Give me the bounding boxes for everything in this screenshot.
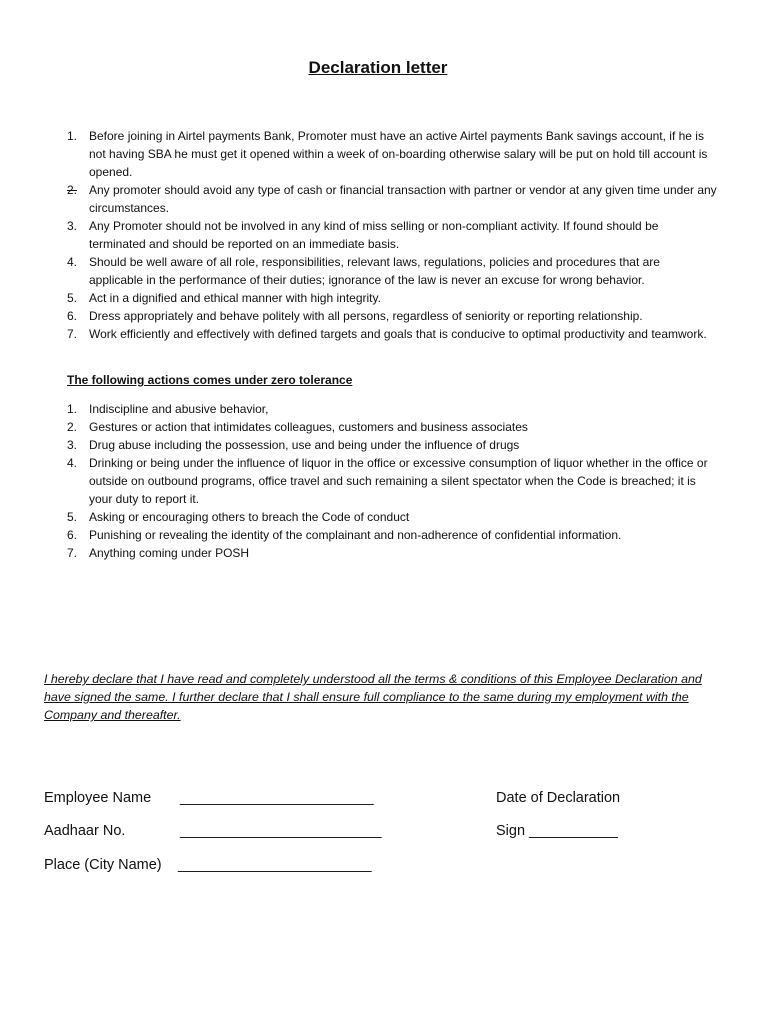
item-number: 5.	[67, 291, 78, 305]
item-number: 4.	[67, 255, 78, 269]
item-number: 5.	[67, 510, 78, 524]
list-item	[67, 127, 717, 181]
list-item	[67, 454, 717, 508]
list-item	[67, 181, 717, 217]
item-number: 3.	[67, 219, 78, 233]
item-text: Punishing or revealing the identity of the complainant and non-adherence of confidential information.	[89, 528, 622, 542]
item-number: 2.	[67, 183, 78, 197]
item-text: Indiscipline and abusive behavior,	[89, 402, 269, 416]
item-text: Asking or encouraging others to breach the Code of conduct	[89, 510, 410, 524]
employee-name-label: Employee Name	[44, 790, 152, 806]
item-number: 7.	[67, 546, 78, 560]
zero-tolerance-list	[67, 400, 717, 562]
item-number: 6.	[67, 528, 78, 542]
item-text: Drinking or being under the influence of liquor in the office or excessive consumption of liquor whether in the office or outside on outbound programs, office travel and such remaining a silent spectator when the Code is breached; it is your duty to report it.	[89, 456, 708, 506]
item-text: Any Promoter should not be involved in any kind of miss selling or non-compliant activity. If found should be terminated and should be reported on an immediate basis.	[89, 219, 659, 251]
item-text: Anything coming under POSH	[89, 546, 250, 560]
list-item	[67, 217, 717, 253]
zero-tolerance-heading: The following actions comes under zero tolerance	[67, 373, 353, 387]
page-title: Declaration letter	[308, 58, 448, 77]
item-number: 6.	[67, 309, 78, 323]
list-item	[67, 289, 717, 307]
declaration-statement: I hereby declare that I have read and completely understood all the terms & conditions of this Employee Declaration and have signed the same. I further declare that I shall ensure full compliance to the same during my employment with the Company and thereafter.	[44, 672, 702, 722]
list-item	[67, 325, 717, 343]
item-text: Should be well aware of all role, responsibilities, relevant laws, regulations, policies and procedures that are applicable in the performance of their duties; ignorance of the law is never an excuse for wrong behavior.	[89, 255, 660, 287]
employee-name-field[interactable]: ________________________	[180, 790, 374, 806]
date-of-declaration-label: Date of Declaration	[496, 790, 621, 806]
list-item	[67, 307, 717, 325]
list-item	[67, 400, 717, 418]
list-item	[67, 508, 717, 526]
item-text: Gestures or action that intimidates colleagues, customers and business associates	[89, 420, 528, 434]
list-item	[67, 418, 717, 436]
sign-field[interactable]: Sign ___________	[496, 823, 618, 839]
place-field[interactable]: ________________________	[178, 857, 372, 873]
item-number: 2.	[67, 420, 78, 434]
place-label: Place (City Name)	[44, 857, 162, 873]
list-item	[67, 436, 717, 454]
aadhaar-label: Aadhaar No.	[44, 823, 126, 839]
item-text: Work efficiently and effectively with defined targets and goals that is conducive to optimal productivity and teamwork.	[89, 327, 707, 341]
item-text: Act in a dignified and ethical manner with high integrity.	[89, 291, 381, 305]
list-item	[67, 526, 717, 544]
item-number: 3.	[67, 438, 78, 452]
item-number: 1.	[67, 129, 78, 143]
item-text: Dress appropriately and behave politely with all persons, regardless of seniority or reporting relationship.	[89, 309, 643, 323]
list-item	[67, 253, 717, 289]
item-text: Before joining in Airtel payments Bank, Promoter must have an active Airtel payments Bank savings account, if he is not having SBA he must get it opened within a week of on-boarding otherwise salary will be put on hold till account is opened.	[89, 129, 708, 179]
item-number: 4.	[67, 456, 78, 470]
rules-list	[67, 127, 717, 343]
item-number: 7.	[67, 327, 78, 341]
item-text: Drug abuse including the possession, use and being under the influence of drugs	[89, 438, 520, 452]
list-item	[67, 544, 717, 562]
item-number: 1.	[67, 402, 78, 416]
item-text: Any promoter should avoid any type of cash or financial transaction with partner or vendor at any given time under any circumstances.	[89, 183, 717, 215]
aadhaar-field[interactable]: _________________________	[180, 823, 382, 839]
